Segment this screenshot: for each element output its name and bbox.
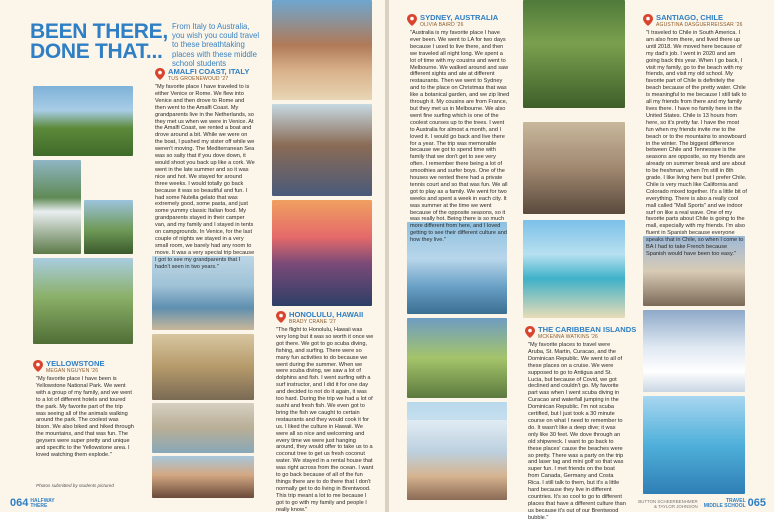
location-pin-icon	[525, 326, 535, 338]
photo-pool-friends	[643, 396, 745, 494]
photo-selfie	[152, 456, 254, 498]
place-name: YELLOWSTONE	[46, 359, 105, 368]
location-heading-sydney	[407, 14, 498, 28]
photo-waterfall	[33, 160, 81, 254]
page-number: 064	[10, 497, 29, 509]
place-name: AMALFI COAST, ITALY	[168, 67, 250, 76]
student-byline: TUS GROENEWOUD '27	[168, 76, 229, 82]
headline: BEEN THERE, DONE THAT...	[30, 20, 168, 63]
section-label: HALFWAY	[30, 498, 55, 504]
photo-trevi-fountain	[152, 403, 254, 453]
location-pin-icon	[155, 68, 165, 80]
location-heading-honolulu	[276, 311, 363, 325]
photo-two-girls	[407, 318, 507, 398]
author-credit: BUTTON SCHEERBENHMER & TAYLOR JOHNSON	[638, 499, 698, 509]
photo-family-hawaii	[272, 104, 372, 196]
place-name: HONOLULU, HAWAII	[289, 310, 364, 319]
place-name: THE CARIBBEAN ISLANDS	[538, 325, 637, 334]
section-label: THERE	[30, 503, 48, 509]
photo-boy-beach	[272, 0, 372, 100]
location-heading-yellowstone	[33, 360, 105, 374]
quote-amalfi: "My favorite place I have traveled to is either Venice or Rome. We flew into Venice and then drove to Rome and then went to the Amalfi Coast. My grandparents live in the Netherlands, so they met us when we were in Venice. At the Amalfi Coast, we rented a boat and drove around a bit. While we were on the boat, I pushed my sister off while we weren't moving. The Mediterranean Sea was so salty that if you dove down, it would shoot you back up like a cork. We went in the late summer and so it was nice and hot. We stayed for around three weeks. I would totally go back because it was so beautiful and fun. I had some Nutella gelato that was extremely good, some pasta, and just some yummy classic Italian food. My grandparents stayed in their camper van, and my family and I stayed in tents on campgrounds. In Venice, for the last couple of nights we stayed in a very small room, we barely had any room to move. It was a very special trip because I got to see my grandparents that I hadn't seen in two years."	[155, 84, 255, 270]
photo-credit: Photos submitted by students pictured	[36, 483, 114, 488]
student-byline: MCKENNA WATKINS '26	[538, 334, 599, 340]
student-byline: OLIVIA BAIRD '26	[420, 22, 464, 28]
photo-snowboard	[643, 310, 745, 392]
student-byline: AGUSTINA DASGUERREISSAR '26	[656, 22, 743, 28]
right-page	[389, 0, 774, 521]
place-name: SANTIAGO, CHILE	[656, 13, 724, 22]
quote-sydney: "Australia is my favorite place I have ever been. We went to LA for two days because I used to live there, and then we traveled all night long. We spent a lot of time with my cousins and went to Melbourne. We walked around and saw different sights and ate at different restaurants. Then we went to Sydney and to the place on Christmas that was like a botanical garden, and we zip lined through it. My cousins are from France, but they met us in Melbourne. We also went fine surfing which is one of the coolest courses up to the trees. I went to Australia for almost a month, and I loved it. I would go back and live there for a year. The trip was memorable because we got to spend time with family that we don't get to see very often. I remember there being a lot of smoothies and surfer boys. One of the houses we rented there had a private tennis court and so that was fun. We all got to play as a family. We went for two weeks and spent a week in each city. It was summer at the time we went because of the opposite seasons, so it was really hot. Being there is so much more different from here, and I loved getting to see their different culture and how they live."	[410, 30, 510, 244]
place-name: SYDNEY, AUSTRALIA	[420, 13, 499, 22]
photo-bikers-group	[33, 86, 133, 156]
location-heading-caribbean	[525, 326, 636, 340]
photo-venice-plaza	[152, 334, 254, 400]
folio-right	[638, 498, 766, 509]
left-page	[0, 0, 385, 512]
photo-family-group	[84, 200, 133, 254]
folio-left	[10, 498, 55, 509]
quote-yellowstone: "My favorite place I have been is Yellowstone National Park. We went with a group of my family, and we went to a lot of different hotels and toured the park. My favorite part of the trip was seeing all of the animals walking around the park. The coolest was bison. We also biked and hiked through the mountains, and that was fun. The geysers were super pretty and unique and specific to the Yellowstone area. I loved watching them explode."	[36, 376, 134, 458]
location-heading-amalfi	[155, 68, 249, 82]
page-number: 065	[747, 497, 766, 509]
location-pin-icon	[33, 360, 43, 372]
section-label: MIDDLE SCHOOL	[703, 503, 746, 509]
photo-friends-balcony	[407, 420, 507, 500]
student-byline: MEGAN NGUYEN '26	[46, 368, 99, 374]
intro-text: From Italy to Australia, you wish you could travel to these breathtaking places with these middle school students	[172, 22, 260, 68]
photo-sunset-group	[272, 200, 372, 306]
photo-teens-group	[523, 122, 625, 214]
photo-caribbean-beach	[523, 220, 625, 318]
location-pin-icon	[276, 311, 286, 323]
student-byline: BRADY CRANE '27	[289, 319, 336, 325]
quote-santiago: "I traveled to Chile in South America. I am also from there, and lived there up until 2018. We moved here because of my dad's job. I went in 2020 and am going back this year. When I go back, I visit my family, go to the beach with my friends, and visit my old school. My favorite part of Chile is definitely the beach because of the pretty water. Chile is meaningful to me because I still talk to all my friends from there and my family lives there. I have no family here in the United States. Chile is 13 hours from here, so it's pretty far. I have the most fun when my friends invite me to the beach or to the mountains to snowboard in the winter. The biggest difference between Chile and Tennessee is the seasons are opposite, so my friends are already on summer break and are about to be freshman, when I'm still in 8th grade. I like living here but I prefer Chile. Chile is very much like California and Colorado mixed together. It's a little bit of everything. There is also a really cool mall called "Mall Sports" and we indoor surf on like a real wave. One of my favorite parts about Chile is going to the mall, especially with my friends. I'm also fluent in Spanish because everyone speaks that in Chile, so when I come to BA I had to take French because Spanish would have been too easy."	[646, 30, 747, 257]
quote-caribbean: "My favorite places to travel were Aruba, St. Martin, Curacao, and the Dominican Republic. We went to all of these places on a cruise. We were supposed to go to Antigua and St. Lucia, but because of Covid, we got declined and couldn't go. My favorite part was when I went scuba diving in Curacao and waterfall jumping in the Dominican Republic. I'm not scuba certified, but I just took a 30 minute course on what I need to remember to do. It wasn't like a deep dive; it was only like 30 feet. We dove through an old shipwreck. I want to go back to these places' cause the beaches were so pretty. There was a party on the trip and laser tag and mini golf so that was super fun. I met friends on the boat from Canada, Germany and Costa Rica. I still talk to them, but it's a little hard because they live in different countries. It's so cool to go to different places that have a different culture than us because it's out of our Brentwood bubble."	[528, 342, 626, 521]
photo-hiking-forest	[523, 0, 625, 108]
location-pin-icon	[407, 14, 417, 26]
photo-bike-trail	[33, 258, 133, 344]
location-pin-icon	[643, 14, 653, 26]
section-label: TRAVEL	[726, 498, 746, 504]
location-heading-santiago	[643, 14, 743, 28]
quote-honolulu: "The flight to Honolulu, Hawaii was very long but it was so worth it once we got there. We got to go scuba diving, fishing, and surfing. There were so many fun activities to do because we went during the summer. When we were scuba diving, we saw a lot of dolphins and fish. I went surfing with a surf instructor, and I did it for one day and decided to not do it again, it was too hard. During the trip we had a lot of sushi and fresh fish. We even got to bring the fish we caught to certain restaurants and they would cook it for us. I liked the culture in Hawaii. We were all so nice and welcoming and every time we were just hanging around, they would offer to take us to a coconut tree to get us fresh coconut water. We stayed in a rental house that was right across from the ocean. I want to go back because of all of the fun things there are to do there that I don't normally get to do living in Brentwood. This trip meant a lot to me because I got to go with my family and people I really know."	[276, 327, 374, 513]
